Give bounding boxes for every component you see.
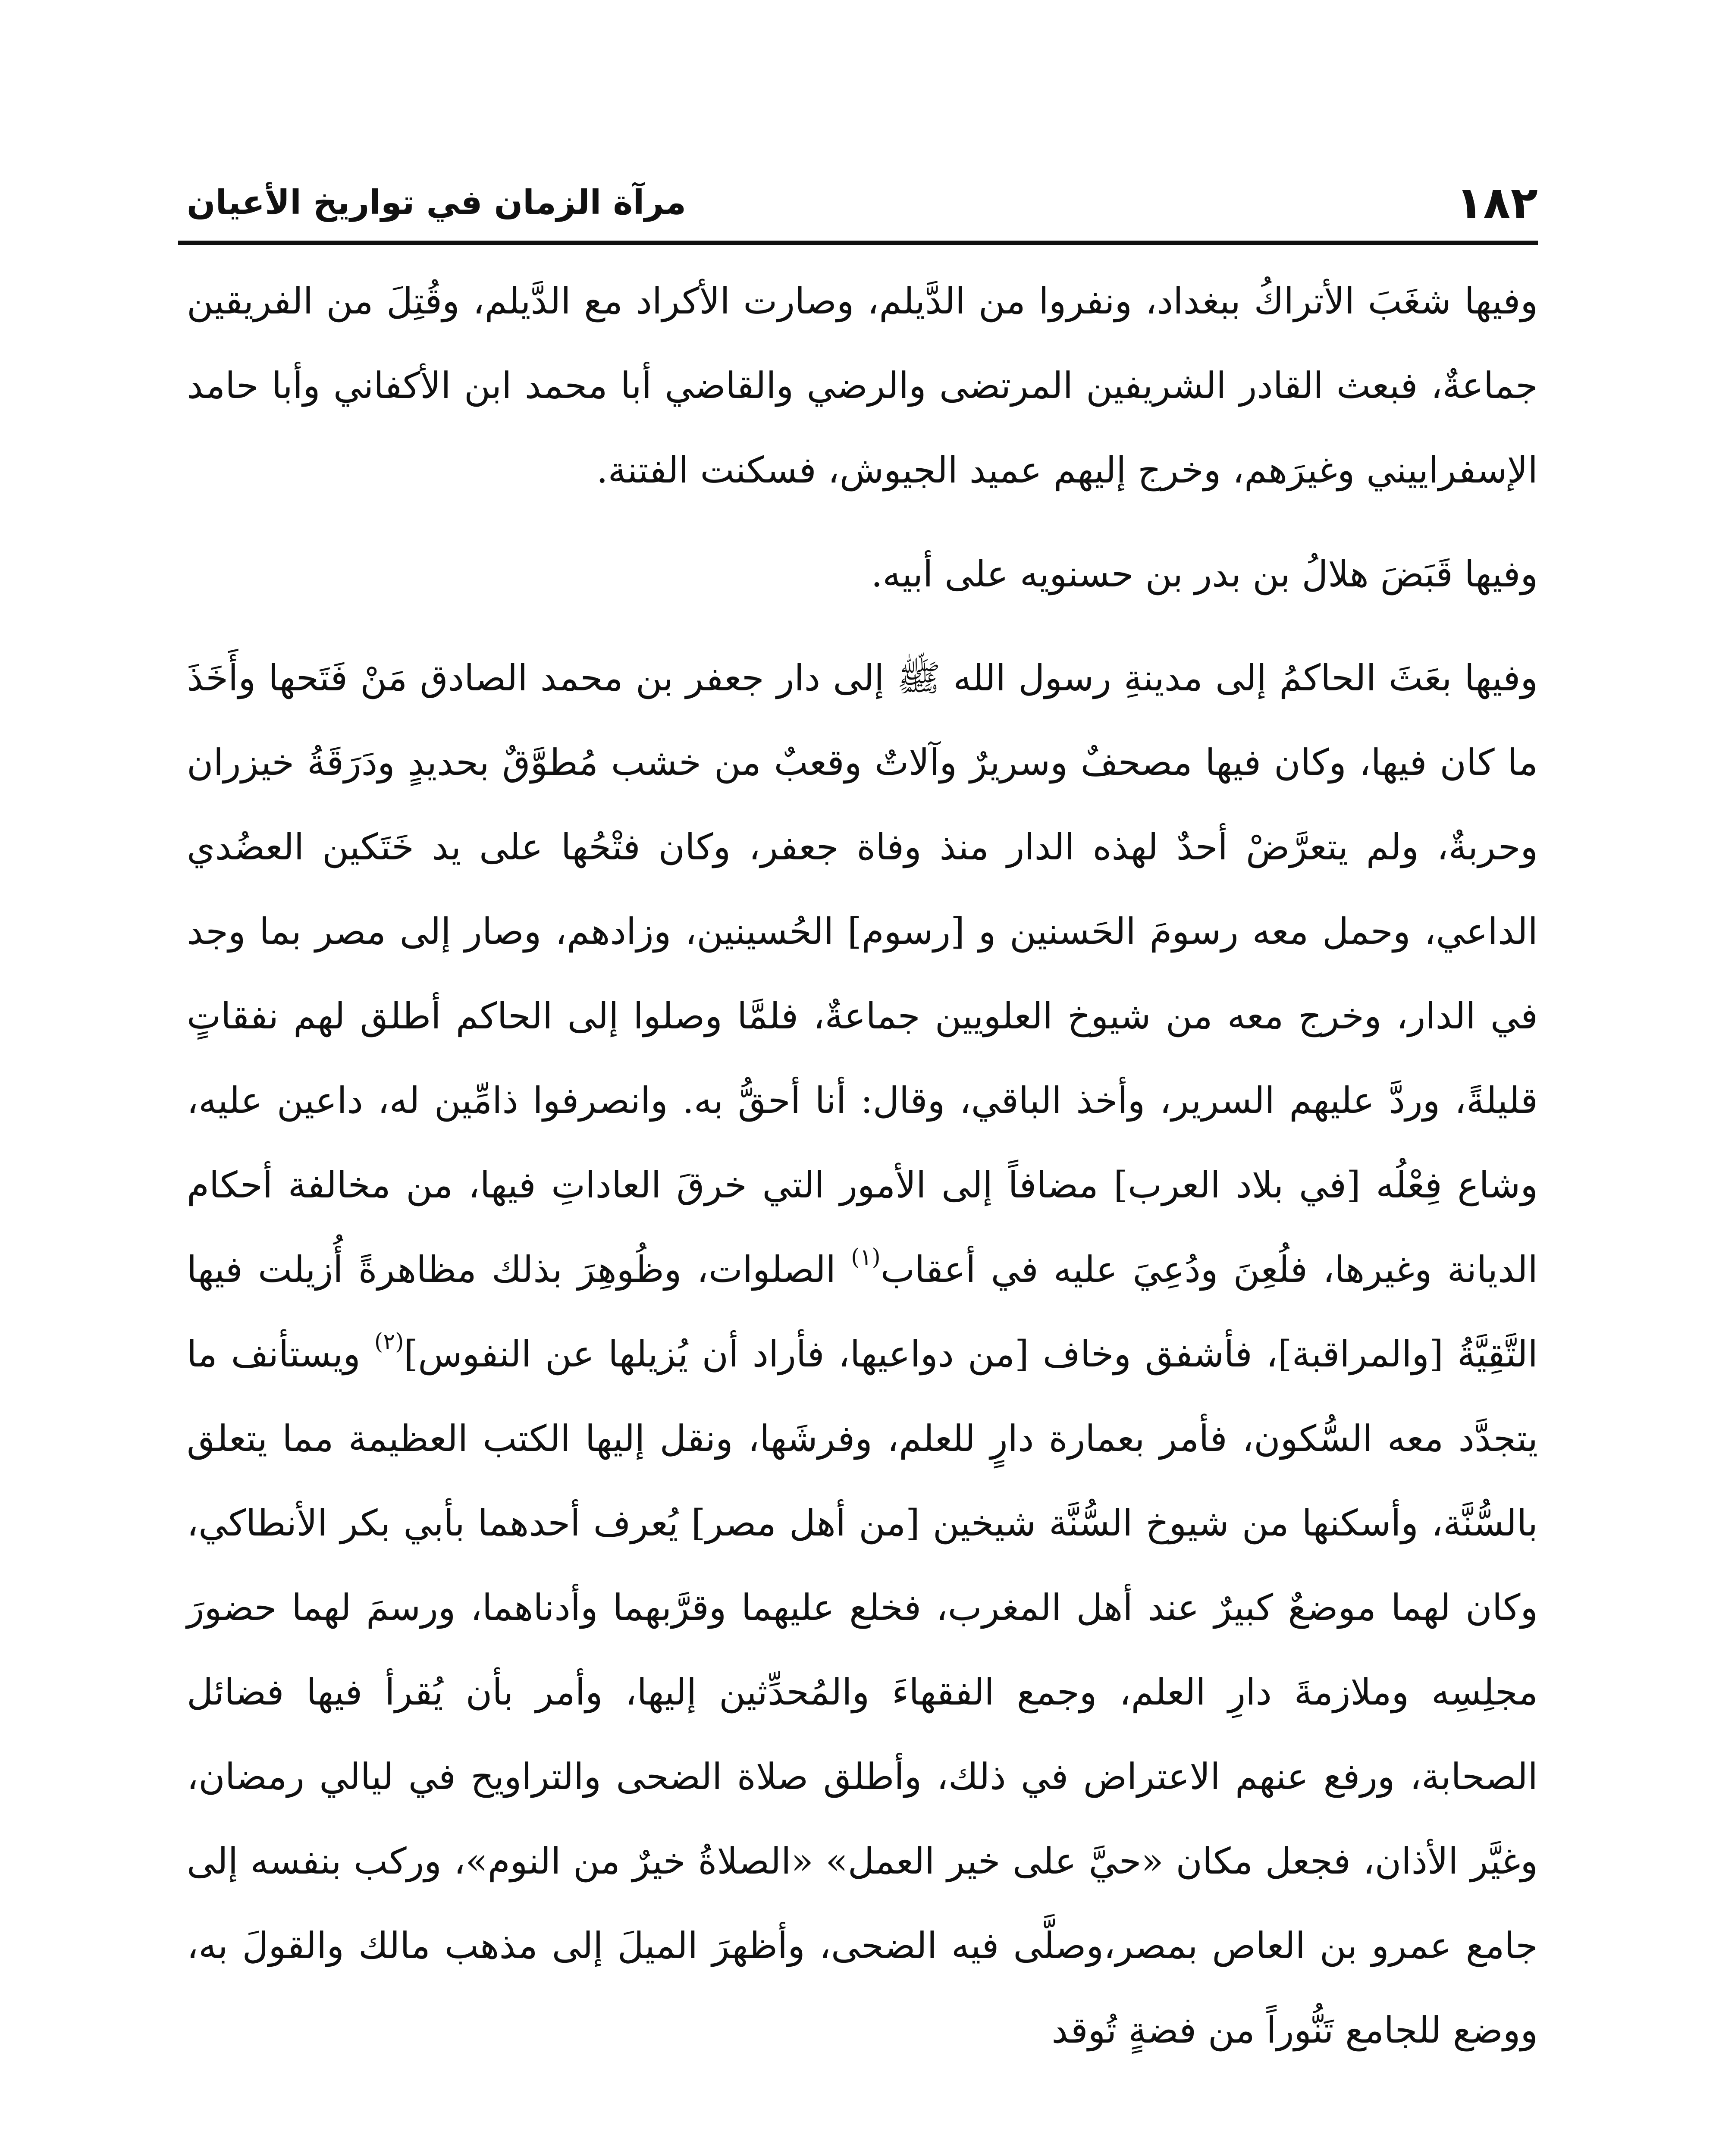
running-title: مرآة الزمان في تواريخ الأعيان (187, 183, 687, 222)
paragraph-hakim-part2: الصلوات، وظُوهِرَ بذلك مظاهرةً أُزيلت فيها التَّقِيَّةُ [والمراقبة]، فأشفق وخاف [من دواعيها، فأراد أن يُزيلها عن النفوس] (187, 1248, 1538, 1375)
paragraph-hakim-part1: وفيها بعَثَ الحاكمُ إلى مدينةِ رسول الله ﷺ إلى دار جعفر بن محمد الصادق مَنْ فَتَحها وأَخَذَ ما كان فيها، وكان فيها مصحفٌ وسريرٌ وآلاتٌ وقعبٌ من خشب مُطوَّقٌ بحديدٍ ودَرَقَةُ خيزران وحربةٌ، ولم يتعرَّضْ أحدٌ لهذه الدار منذ وفاة جعفر، وكان فتْحُها على يد خَتَكين العضُدي الداعي، وحمل معه رسومَ الحَسنين و [رسوم] الحُسينين، وزادهم، وصار إلى مصر بما وجد في الدار، وخرج معه من شيوخ العلويين جماعةٌ، فلمَّا وصلوا إلى الحاكم أطلق لهم نفقاتٍ قليلةً، وردَّ عليهم السرير، وأخذ الباقي، وقال: أنا أحقُّ به. وانصرفوا ذامِّين له، داعين عليه، وشاع فِعْلُه [في بلاد العرب] مضافاً إلى الأمور التي خرقَ العاداتِ فيها، من مخالفة أحكام الديانة وغيرها، فلُعِنَ ودُعِيَ عليه في أعقاب (187, 657, 1538, 1291)
paragraph-hakim-part3: ويستأنف ما يتجدَّد معه السُّكون، فأمر بعمارة دارٍ للعلم، وفرشَها، ونقل إليها الكتب العظيمة مما يتعلق بالسُّنَّة، وأسكنها من شيوخ السُّنَّة شيخين [من أهل مصر] يُعرف أحدهما بأبي بكر الأنطاكي، وكان لهما موضعٌ كبيرٌ عند أهل المغرب، فخلع عليهما وقرَّبهما وأدناهما، ورسمَ لهما حضورَ مجلِسِه وملازمةَ دارِ العلم، وجمع الفقهاءَ والمُحدِّثين إليها، وأمر بأن يُقرأ فيها فضائل الصحابة، ورفع عنهم الاعتراض في ذلك، وأطلق صلاة الضحى والتراويح في ليالي رمضان، وغيَّر الأذان، فجعل مكان «حيَّ على خير العمل» «الصلاةُ خيرٌ من النوم»، وركب بنفسه إلى جامع عمرو بن العاص بمصر،وصلَّى فيه الضحى، وأظهرَ الميلَ إلى مذهب مالك والقولَ به، ووضع للجامع تَنُّوراً من فضةٍ تُوقد (187, 1333, 1538, 2051)
footnote-marker-2[interactable]: (٢) (374, 1329, 404, 1355)
paragraph-riots: وفيها شغَبَ الأتراكُ ببغداد، ونفروا من الدَّيلم، وصارت الأكراد مع الدَّيلم، وقُتِلَ من الفريقين جماعةٌ، فبعث القادر الشريفين المرتضى والرضي والقاضي أبا محمد ابن الأكفاني وأبا حامد الإسفراييني وغيرَهم، وخرج إليهم عميد الجيوش، فسكنت الفتنة. (187, 280, 1538, 491)
body-text (187, 259, 1538, 2072)
header-rule (178, 241, 1538, 245)
footnote-marker-1[interactable]: (١) (851, 1244, 881, 1270)
page-number: ١٨٢ (1456, 176, 1538, 229)
page-header (187, 170, 1538, 235)
paragraph-hakim (187, 636, 1538, 2072)
paragraph-hilal: وفيها قَبَضَ هلالُ بن بدر بن حسنويه على أبيه. (871, 553, 1538, 595)
